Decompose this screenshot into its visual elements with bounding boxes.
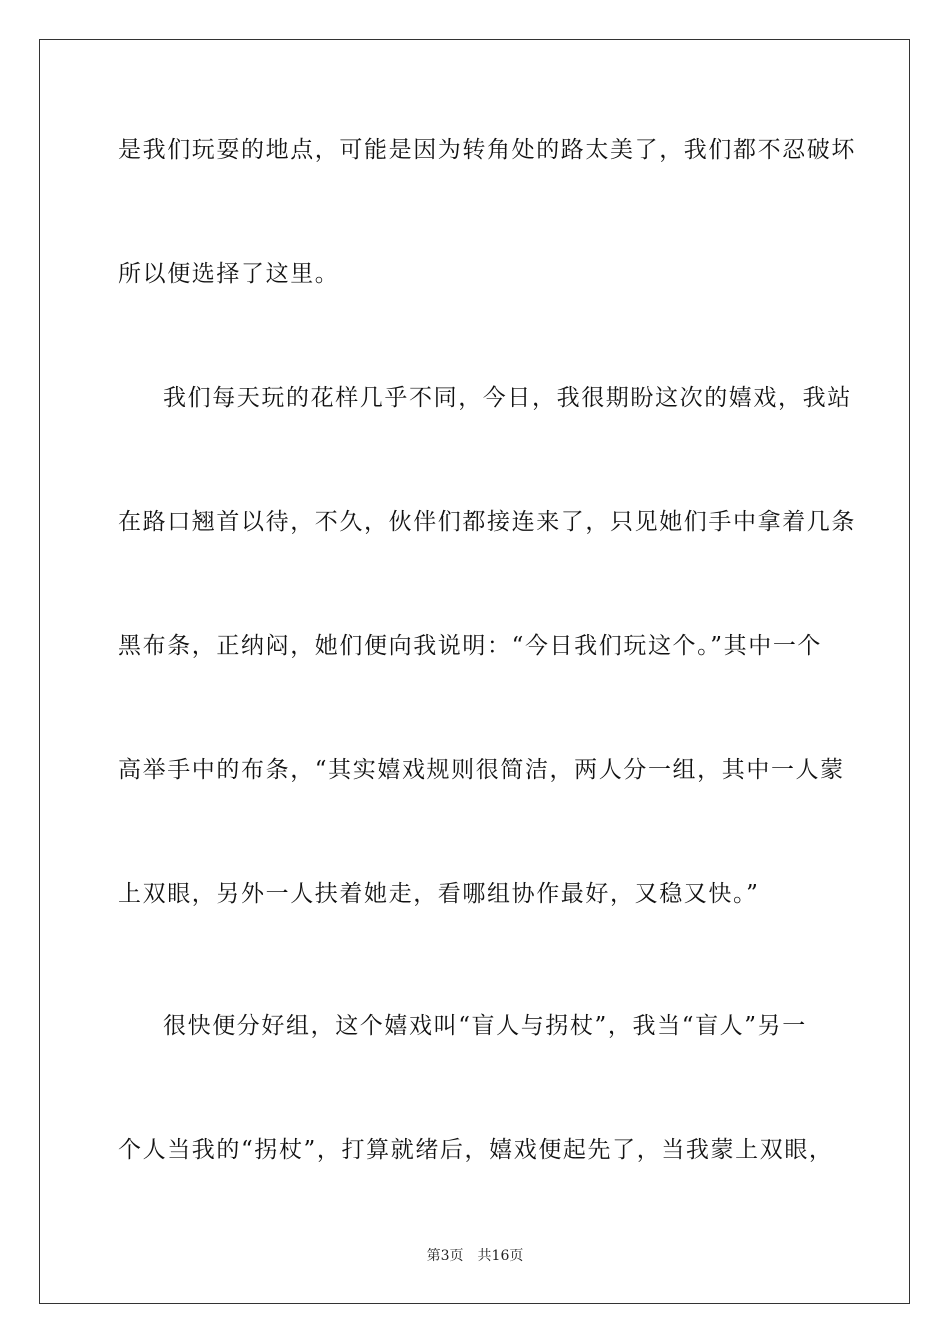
paragraph-start-line: 我们每天玩的花样几乎不同，今日，我很期盼这次的嬉戏，我站 — [163, 385, 852, 411]
text-line: 在路口翘首以待，不久，伙伴们都接连来了，只见她们手中拿着几条 — [118, 509, 856, 535]
page-number-current: 第3页 — [426, 1248, 464, 1264]
page-footer — [0, 1247, 950, 1265]
page-number-total: 共16页 — [477, 1248, 524, 1264]
page-border — [39, 39, 910, 1304]
text-line: 上双眼，另外一人扶着她走，看哪组协作最好，又稳又快。” — [118, 881, 760, 907]
paragraph-start-line: 很快便分好组，这个嬉戏叫“盲人与拐杖”，我当“盲人”另一 — [163, 1013, 807, 1039]
text-line: 所以便选择了这里。 — [118, 261, 340, 287]
text-line: 高举手中的布条，“其实嬉戏规则很简洁，两人分一组，其中一人蒙 — [118, 757, 845, 783]
text-line: 是我们玩耍的地点，可能是因为转角处的路太美了，我们都不忍破坏 — [118, 137, 856, 163]
text-line: 个人当我的“拐杖”，打算就绪后，嬉戏便起先了，当我蒙上双眼， — [118, 1137, 834, 1163]
text-line: 黑布条，正纳闷，她们便向我说明：“今日我们玩这个。”其中一个 — [118, 633, 823, 659]
